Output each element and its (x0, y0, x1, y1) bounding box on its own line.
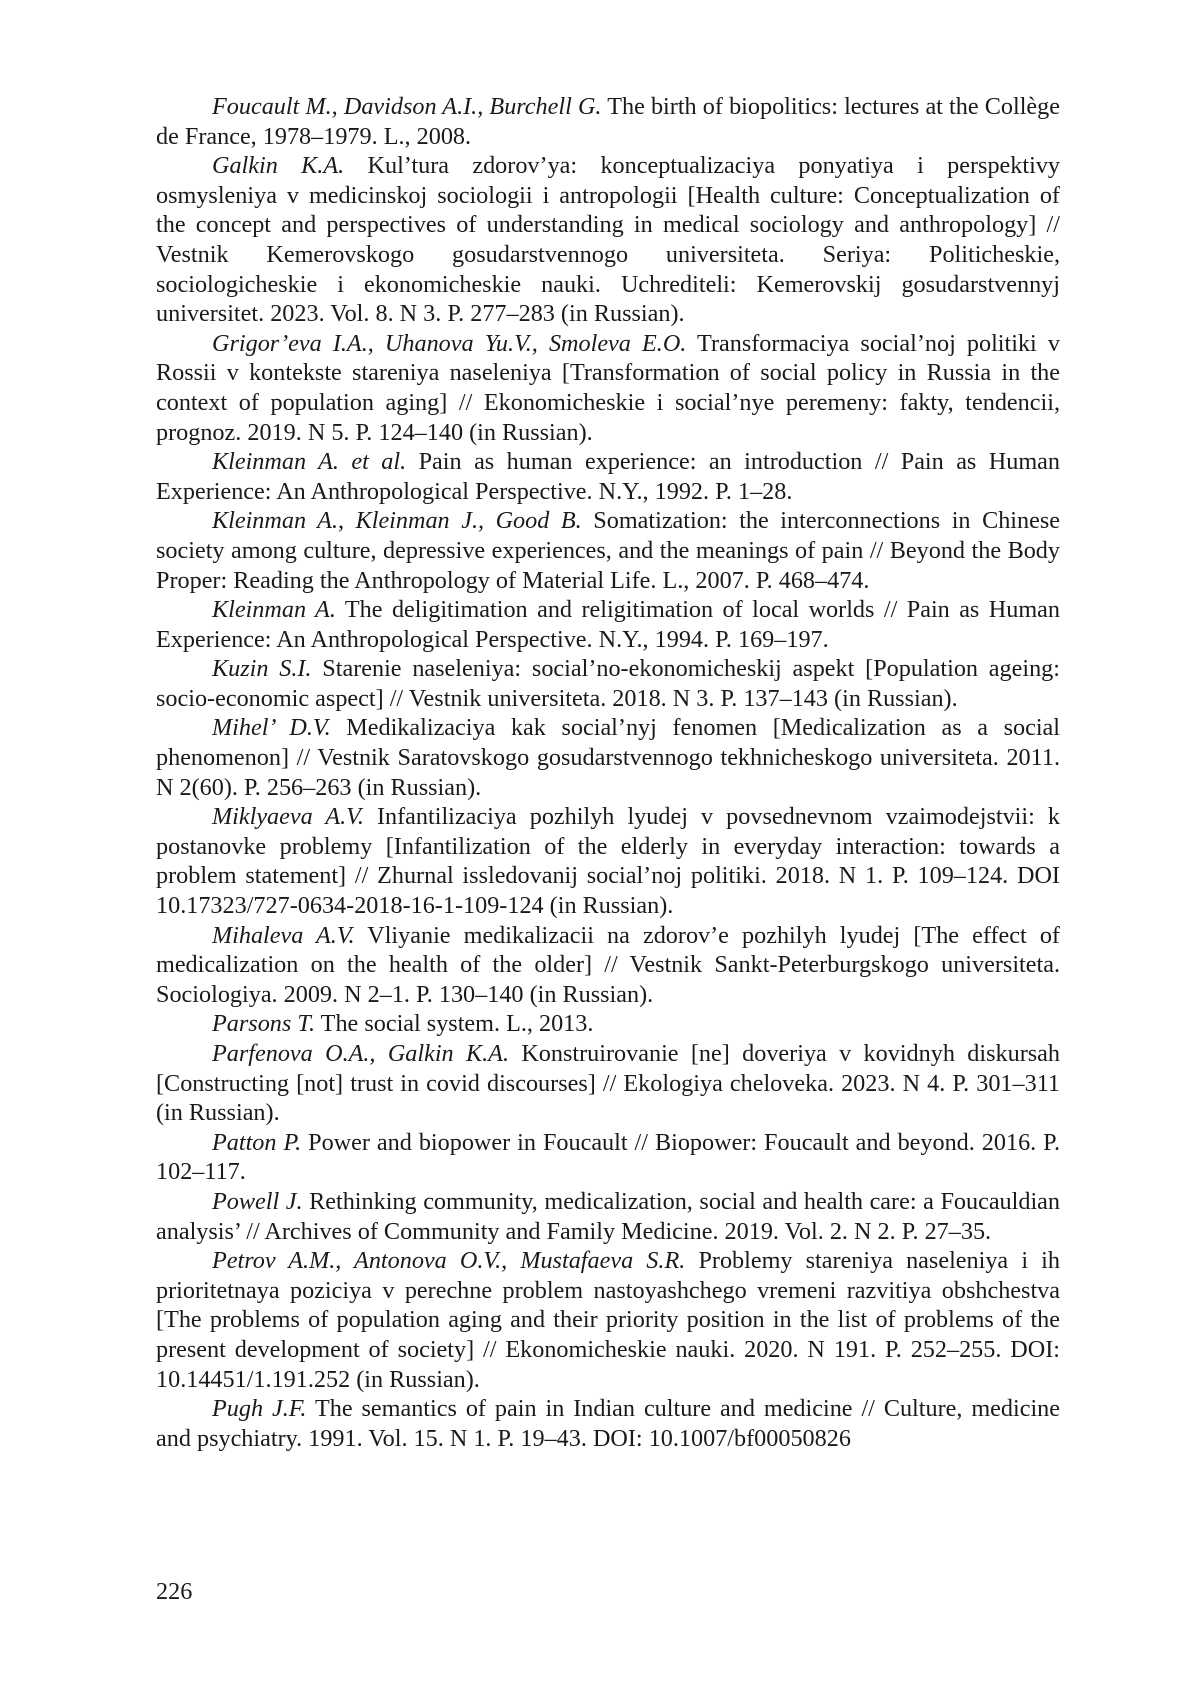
reference-authors: Grigor’eva I.A., Uhanova Yu.V., Smoleva E.O. (212, 330, 686, 357)
reference-authors: Powell J. (212, 1188, 303, 1215)
reference-authors: Parsons T. (212, 1010, 315, 1037)
reference-text: The deligitimation and religitimation of local worlds // Pain as Human Experience: An Anthropological Perspective. N.Y., 1994. P. 169–197. (156, 596, 1060, 653)
reference-entry (156, 447, 1060, 506)
reference-entry (156, 506, 1060, 595)
reference-entry (156, 1187, 1060, 1246)
reference-authors: Petrov A.M., Antonova O.V., Mustafaeva S.R. (212, 1247, 685, 1274)
reference-entry (156, 1009, 1060, 1039)
reference-authors: Miklyaeva A.V. (212, 803, 364, 830)
reference-entry (156, 713, 1060, 802)
reference-text: Vliyanie medikalizacii na zdorov’e pozhilyh lyudej [The effect of medicalization on the health of the older] // Vestnik Sankt-Peterburgskogo universiteta. Sociologiya. 2009. N 2–1. P. 130–140 (in Russian). (156, 922, 1060, 1008)
reference-authors: Foucault M., Davidson A.I., Burchell G. (212, 93, 601, 120)
reference-text: Pain as human experience: an introduction // Pain as Human Experience: An Anthropological Perspective. N.Y., 1992. P. 1–28. (156, 448, 1060, 505)
reference-text: Konstruirovanie [ne] doveriya v kovidnyh diskursah [Constructing [not] trust in covid discourses] // Ekologiya cheloveka. 2023. N 4. P. 301–311 (in Russian). (156, 1040, 1060, 1126)
reference-authors: Galkin K.A. (212, 152, 344, 179)
reference-text: Medikalizaciya kak social’nyj fenomen [Medicalization as a social phenomenon] // Vestnik Saratovskogo gosudarstvennogo tekhnicheskogo universiteta. 2011. N 2(60). P. 256–263 (in Russian). (156, 714, 1060, 800)
reference-text: The social system. L., 2013. (321, 1010, 594, 1037)
reference-authors: Pugh J.F. (212, 1395, 306, 1422)
reference-text: The semantics of pain in Indian culture and medicine // Culture, medicine and psychiatry. 1991. Vol. 15. N 1. P. 19–43. DOI: 10.1007/bf00050826 (156, 1395, 1060, 1452)
reference-entry (156, 1128, 1060, 1187)
reference-authors: Kleinman A. (212, 596, 336, 623)
reference-authors: Patton P. (212, 1129, 301, 1156)
reference-text: Rethinking community, medicalization, social and health care: a Foucauldian analysis’ // Archives of Community and Family Medicine. 2019. Vol. 2. N 2. P. 27–35. (156, 1188, 1060, 1245)
reference-authors: Kleinman A. et al. (212, 448, 406, 475)
reference-authors: Mihaleva A.V. (212, 922, 355, 949)
reference-entry (156, 1246, 1060, 1394)
reference-authors: Mihel’ D.V. (212, 714, 331, 741)
reference-entry (156, 802, 1060, 920)
page-number: 226 (156, 1578, 192, 1606)
reference-list (156, 92, 1060, 1453)
reference-entry (156, 654, 1060, 713)
reference-entry (156, 329, 1060, 447)
reference-entry (156, 151, 1060, 329)
reference-authors: Kuzin S.I. (212, 655, 311, 682)
reference-text: Power and biopower in Foucault // Biopower: Foucault and beyond. 2016. P. 102–117. (156, 1129, 1060, 1186)
reference-entry (156, 1394, 1060, 1453)
reference-authors: Kleinman A., Kleinman J., Good B. (212, 507, 582, 534)
reference-text: Starenie naseleniya: social’no-ekonomicheskij aspekt [Population ageing: socio-economic aspect] // Vestnik universiteta. 2018. N 3. P. 137–143 (in Russian). (156, 655, 1060, 712)
reference-text: Problemy stareniya naseleniya i ih prioritetnaya poziciya v perechne problem nastoyashchego vremeni razvitiya obshchestva [The problems of population aging and their priority position in the list of problems of the present development of society] // Ekonomicheskie nauki. 2020. N 191. P. 252–255. DOI: 10.14451/1.191.252 (in Russian). (156, 1247, 1060, 1392)
reference-entry (156, 595, 1060, 654)
reference-entry (156, 1039, 1060, 1128)
reference-text: Somatization: the interconnections in Chinese society among culture, depressive experiences, and the meanings of pain // Beyond the Body Proper: Reading the Anthropology of Material Life. L., 2007. P. 468–474. (156, 507, 1060, 593)
reference-entry (156, 921, 1060, 1010)
reference-text: Transformaciya social’noj politiki v Rossii v kontekste stareniya naseleniya [Transformation of social policy in Russia in the context of population aging] // Ekonomicheskie i social’nye peremeny: fakty, tendencii, prognoz. 2019. N 5. P. 124–140 (in Russian). (156, 330, 1060, 446)
reference-entry (156, 92, 1060, 151)
reference-text: Infantilizaciya pozhilyh lyudej v povsednevnom vzaimodejstvii: k postanovke problemy [Infantilization of the elderly in everyday interaction: towards a problem statement] // Zhurnal issledovanij social’noj politiki. 2018. N 1. P. 109–124. DOI 10.17323/727-0634-2018-16-1-109-124 (in Russian). (156, 803, 1060, 919)
reference-authors: Parfenova O.A., Galkin K.A. (212, 1040, 509, 1067)
reference-text: Kul’tura zdorov’ya: konceptualizaciya ponyatiya i perspektivy osmysleniya v medicinskoj sociologii i antropologii [Health culture: Conceptualization of the concept and perspectives of understanding in medical sociology and anthropology] // Vestnik Kemerovskogo gosudarstvennogo universiteta. Seriya: Politicheskie, sociologicheskie i ekonomicheskie nauki. Uchrediteli: Kemerovskij gosudarstvennyj universitet. 2023. Vol. 8. N 3. P. 277–283 (in Russian). (156, 152, 1060, 327)
reference-text: The birth of biopolitics: lectures at the Collège de France, 1978–1979. L., 2008. (156, 93, 1060, 150)
